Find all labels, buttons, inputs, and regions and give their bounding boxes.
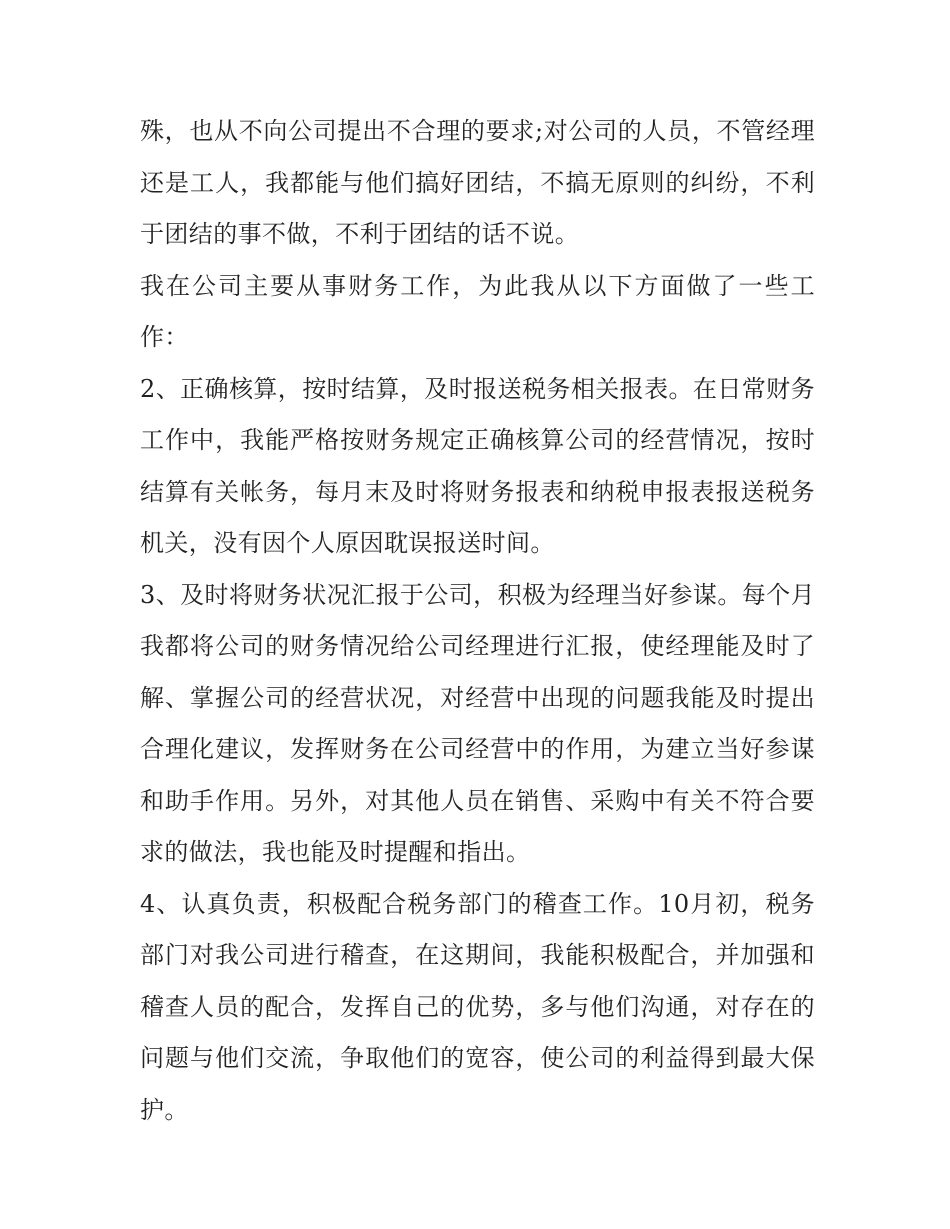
paragraph-item-3: 3、及时将财务状况汇报于公司，积极为经理当好参谋。每个月我都将公司的财务情况给公司经理进行汇报，使经理能及时了解、掌握公司的经营状况，对经营中出现的问题我能及时提出合理化建议，发挥财务在公司经营中的作用，为建立当好参谋和助手作用。另外，对其他人员在销售、采购中有关不符合要求的做法，我也能及时提醒和指出。 (140, 580, 815, 866)
document-body (140, 106, 815, 1136)
paragraph-item-2: 2、正确核算，按时结算，及时报送税务相关报表。在日常财务工作中，我能严格按财务规定正确核算公司的经营情况，按时结算有关帐务，每月末及时将财务报表和纳税申报表报送税务机关，没有因个人原因耽误报送时间。 (140, 374, 815, 557)
paragraph-item-4: 4、认真负责，积极配合税务部门的稽查工作。10月初，税务部门对我公司进行稽查，在这期间，我能积极配合，并加强和稽查人员的配合，发挥自己的优势，多与他们沟通，对存在的问题与他们交流，争取他们的宽容，使公司的利益得到最大保护。 (140, 889, 815, 1124)
paragraph-intro: 我在公司主要从事财务工作，为此我从以下方面做了一些工作： (140, 271, 815, 351)
paragraph-continuation: 殊，也从不向公司提出不合理的要求;对公司的人员，不管经理还是工人，我都能与他们搞好团结，不搞无原则的纠纷，不利于团结的事不做，不利于团结的话不说。 (140, 117, 815, 248)
